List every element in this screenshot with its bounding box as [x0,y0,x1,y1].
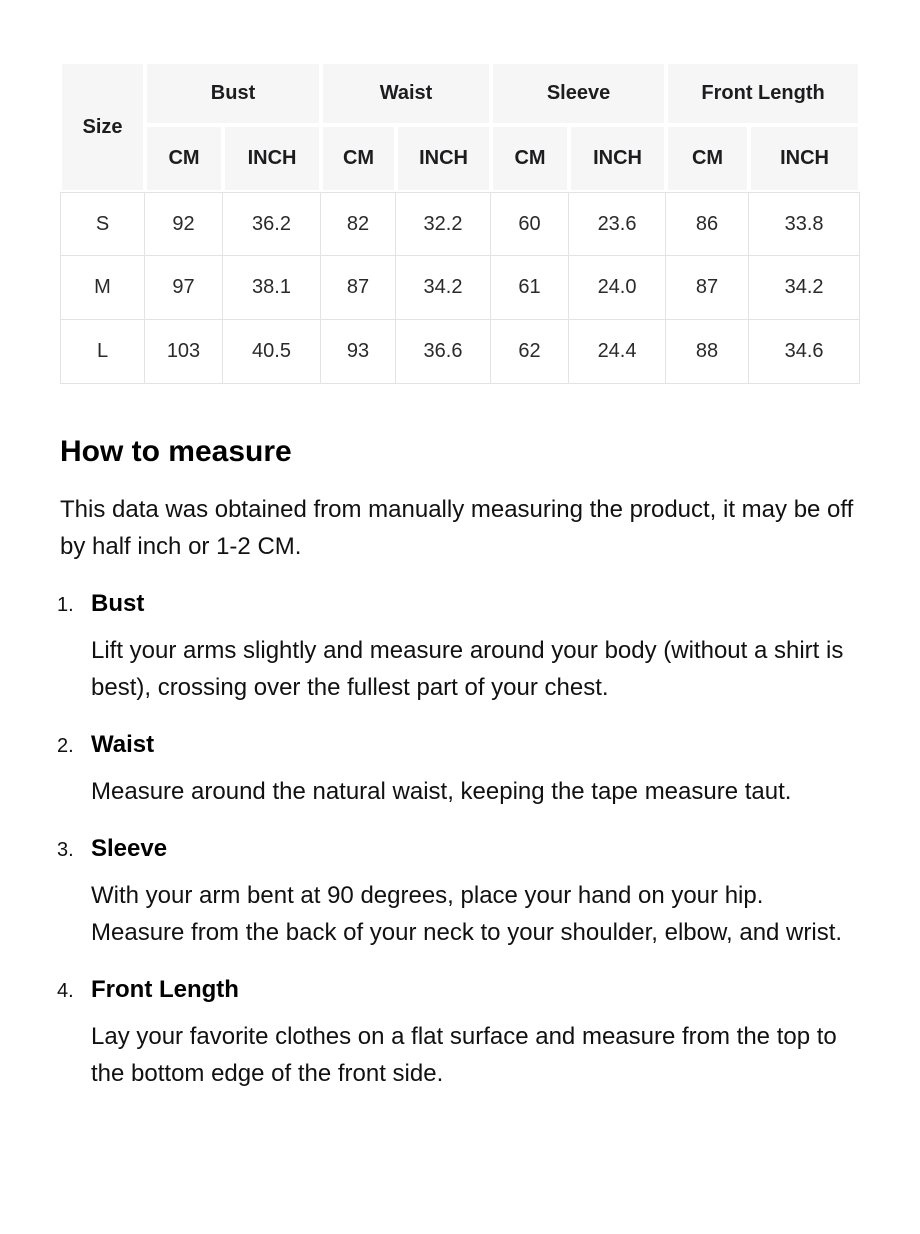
measurement-cell: 32.2 [396,192,491,256]
measurement-cell: 24.4 [569,320,666,384]
measurement-cell: 97 [145,256,223,320]
step-description: Measure around the natural waist, keeping the tape measure taut. [91,778,792,805]
measurement-cell: 34.2 [396,256,491,320]
unit-header-bust-inch: INCH [223,125,321,192]
table-row-size-m [60,256,860,320]
measurement-cell: 33.8 [749,192,860,256]
measurement-cell: 93 [321,320,396,384]
measurement-cell: 92 [145,192,223,256]
step-title: Sleeve [91,835,168,862]
column-header-sleeve: Sleeve [491,62,666,125]
list-item-waist [57,730,860,810]
unit-header-bust-cm: CM [145,125,223,192]
step-title: Bust [91,590,145,617]
measurement-cell: 24.0 [569,256,666,320]
step-title: Waist [91,731,155,758]
measurement-cell: 23.6 [569,192,666,256]
unit-header-sleeve-inch: INCH [569,125,666,192]
column-header-size: Size [60,62,145,192]
measurement-cell: 34.6 [749,320,860,384]
measurement-cell: 36.6 [396,320,491,384]
unit-header-sleeve-cm: CM [491,125,569,192]
step-number: 1. [57,594,74,616]
measurement-cell: 34.2 [749,256,860,320]
measurement-cell: 82 [321,192,396,256]
measurement-cell: 38.1 [223,256,321,320]
step-description: With your arm bent at 90 degrees, place your hand on your hip. Measure from the back of your neck to your shoulder, elbow, and wrist. [91,882,843,946]
size-cell: M [60,256,145,320]
column-header-bust: Bust [145,62,321,125]
how-to-measure-intro: This data was obtained from manually measuring the product, it may be off by half inch or 1-2 CM. [60,496,854,560]
step-header [57,730,860,760]
column-header-waist: Waist [321,62,491,125]
step-number: 4. [57,980,74,1002]
step-header [57,975,860,1005]
unit-header-waist-cm: CM [321,125,396,192]
measurement-cell: 60 [491,192,569,256]
measurement-cell: 87 [666,256,749,320]
step-number: 3. [57,839,74,861]
step-description: Lift your arms slightly and measure around your body (without a shirt is best), crossing over the fullest part of your chest. [91,637,844,701]
step-description: Lay your favorite clothes on a flat surface and measure from the top to the bottom edge of the front side. [91,1023,837,1087]
column-header-front-length: Front Length [666,62,860,125]
size-cell: S [60,192,145,256]
measurement-cell: 62 [491,320,569,384]
measure-steps-list [57,589,860,1092]
list-item-bust [57,589,860,706]
list-item-front-length [57,975,860,1092]
measurement-cell: 61 [491,256,569,320]
step-title: Front Length [91,976,239,1003]
unit-header-waist-inch: INCH [396,125,491,192]
measurement-cell: 88 [666,320,749,384]
measurement-cell: 87 [321,256,396,320]
table-row-size-l [60,320,860,384]
step-number: 2. [57,735,74,757]
step-header [57,834,860,864]
size-chart-table [60,62,860,384]
step-header [57,589,860,619]
unit-header-front-length-inch: INCH [749,125,860,192]
measurement-cell: 40.5 [223,320,321,384]
measurement-cell: 103 [145,320,223,384]
measurement-cell: 36.2 [223,192,321,256]
size-cell: L [60,320,145,384]
table-row-size-s [60,192,860,256]
unit-header-front-length-cm: CM [666,125,749,192]
how-to-measure-heading: How to measure [60,435,292,468]
measurement-cell: 86 [666,192,749,256]
list-item-sleeve [57,834,860,951]
